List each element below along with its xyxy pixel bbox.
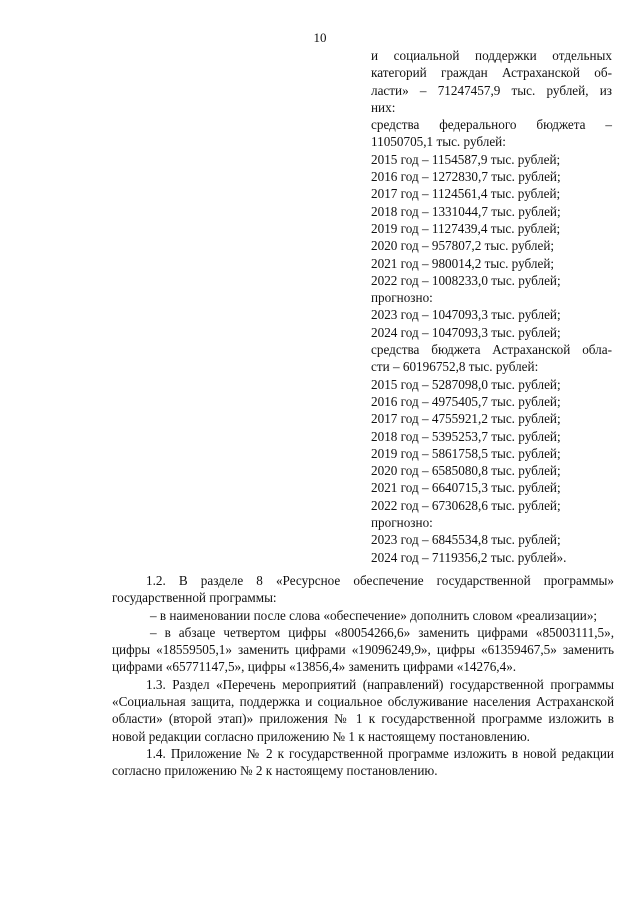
paragraph: 1.2. В разделе 8 «Ресурсное обеспечение государственной программы» государственной программы: (112, 573, 614, 606)
column-line: 2016 год – 4975405,7 тыс. рублей; (371, 393, 561, 409)
column-line: 2017 год – 1124561,4 тыс. рублей; (371, 186, 561, 202)
column-line: 2022 год – 1008233,0 тыс. рублей; (371, 272, 561, 288)
column-line: 2023 год – 1047093,3 тыс. рублей; (371, 307, 561, 323)
column-line: 2015 год – 1154587,9 тыс. рублей; (371, 151, 561, 167)
column-line: 2015 год – 5287098,0 тыс. рублей; (371, 376, 561, 392)
financing-column (371, 47, 612, 566)
paragraph: 1.4. Приложение № 2 к государственной программе изложить в новой редакции согласно приложению № 2 к настоящему постановлению. (112, 745, 614, 779)
paragraph: – в абзаце четвертом цифры «80054266,6» заменить цифрами «85003111,5», цифры «18559505,1» заменить цифрами «19096249,9», цифры «61359467,5» заменить цифрами «65771147,5», цифры «13856,4» заменить цифрами «14276,4». (112, 624, 614, 675)
column-line: прогнозно: (371, 290, 433, 306)
column-line: 2019 год – 1127439,4 тыс. рублей; (371, 220, 561, 236)
page-number: 10 (313, 30, 327, 45)
column-line: сти – 60196752,8 тыс. рублей: (371, 359, 539, 375)
column-line: средства федерального бюджета – (371, 117, 612, 133)
column-line: средства бюджета Астраханской обла- (371, 342, 612, 358)
column-line: категорий граждан Астраханской об- (371, 65, 612, 81)
paragraph: – в наименовании после слова «обеспечение» дополнить словом «реализации»; (150, 607, 598, 623)
column-line: них: (371, 99, 396, 115)
column-line: 2024 год – 7119356,2 тыс. рублей». (371, 549, 567, 565)
column-line: 11050705,1 тыс. рублей: (371, 134, 506, 150)
column-line: 2018 год – 5395253,7 тыс. рублей; (371, 428, 561, 444)
column-line: и социальной поддержки отдельных (371, 48, 612, 63)
column-line: ласти» – 71247457,9 тыс. рублей, из (371, 82, 612, 98)
column-line: 2020 год – 957807,2 тыс. рублей; (371, 238, 555, 254)
column-line: 2022 год – 6730628,6 тыс. рублей; (371, 497, 561, 513)
column-line: 2023 год – 6845534,8 тыс. рублей; (371, 532, 561, 548)
column-line: прогнозно: (371, 515, 433, 531)
column-line: 2021 год – 6640715,3 тыс. рублей; (371, 480, 561, 496)
column-line: 2021 год – 980014,2 тыс. рублей; (371, 255, 555, 271)
column-line: 2019 год – 5861758,5 тыс. рублей; (371, 445, 561, 461)
column-line: 2018 год – 1331044,7 тыс. рублей; (371, 203, 561, 219)
column-line: 2020 год – 6585080,8 тыс. рублей; (371, 463, 561, 479)
paragraph: 1.3. Раздел «Перечень мероприятий (направлений) государственной программы «Социальная защита, поддержка и социальное обслуживание населения Астраханской области» (второй этап)» приложения № 1 к государственной программе изложить в новой редакции согласно приложению № 1 к настоящему постановлению. (112, 676, 614, 744)
column-line: 2017 год – 4755921,2 тыс. рублей; (371, 411, 561, 427)
column-line: 2024 год – 1047093,3 тыс. рублей; (371, 324, 561, 340)
main-text (112, 572, 614, 780)
column-line: 2016 год – 1272830,7 тыс. рублей; (371, 169, 561, 185)
